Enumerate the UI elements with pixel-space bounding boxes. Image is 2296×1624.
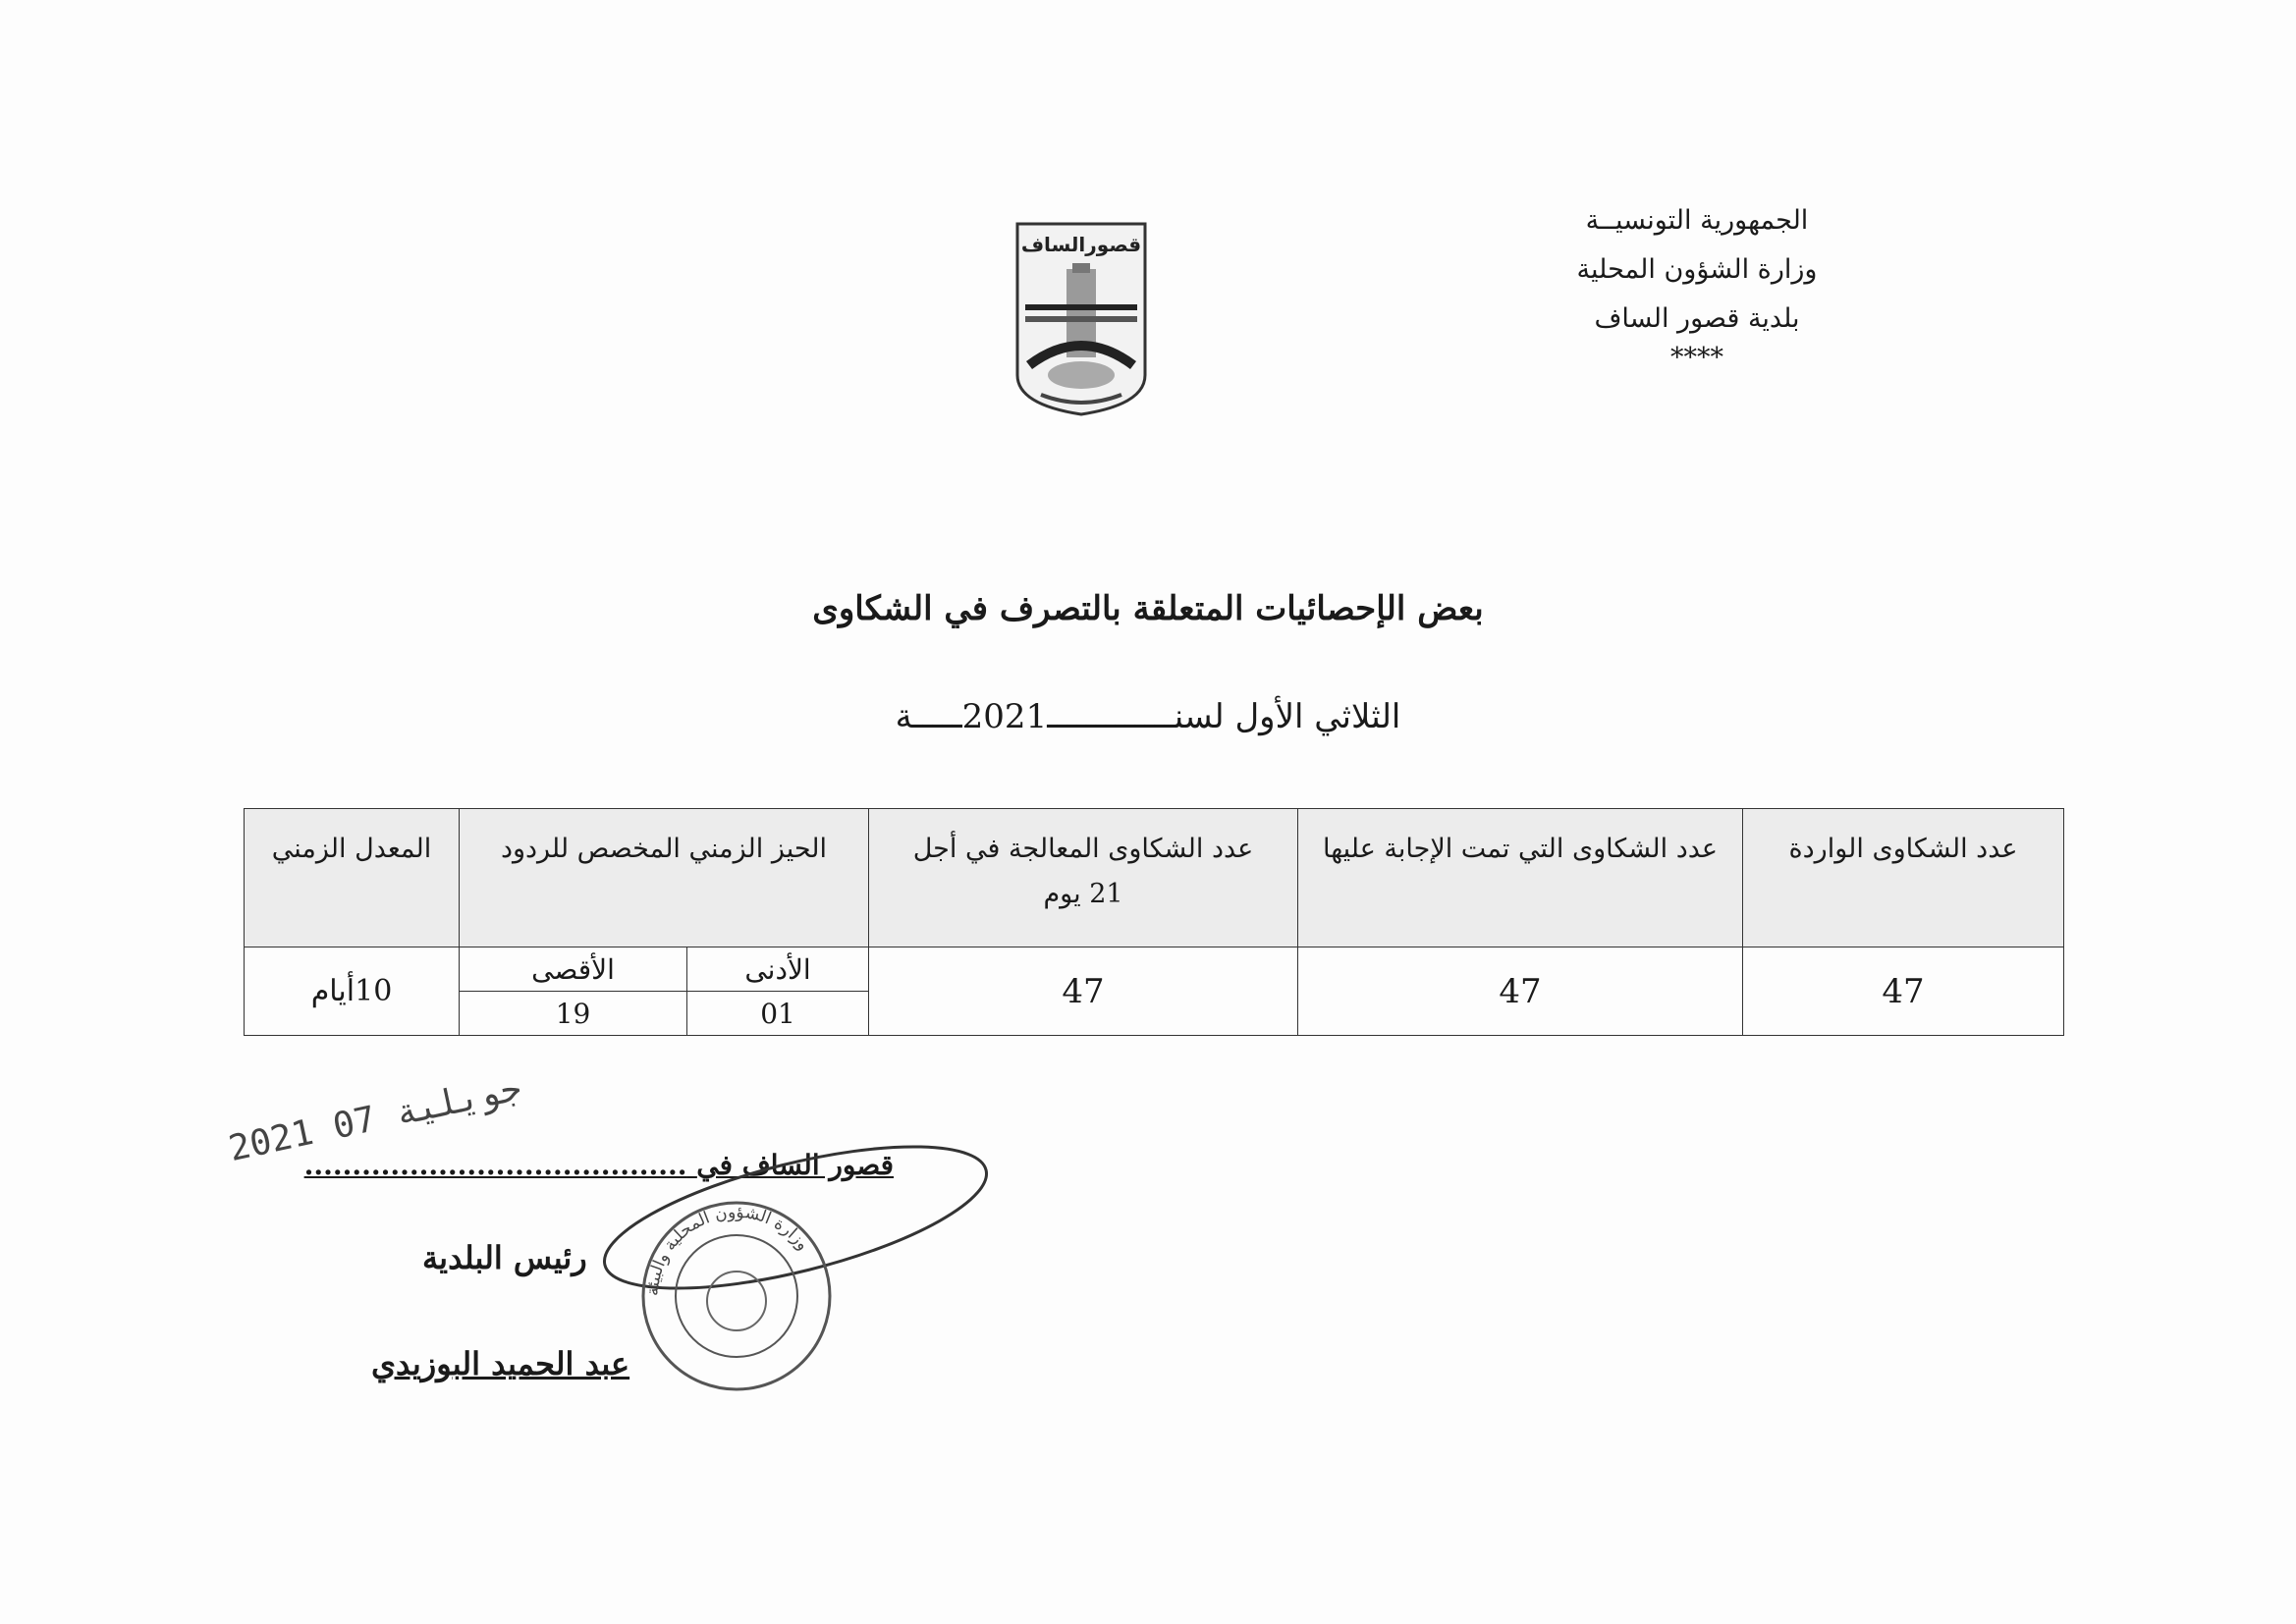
place-label: قصور الساف في	[696, 1149, 894, 1181]
header-answered: عدد الشكاوى التي تمت الإجابة عليها	[1298, 809, 1743, 947]
header-processed	[869, 809, 1298, 947]
municipality-emblem-icon	[1011, 218, 1151, 419]
header-processed-line1: عدد الشكاوى المعالجة في أجل	[912, 834, 1254, 864]
value-received: 47	[1743, 947, 2064, 1036]
logo-caption: قصورالساف	[1020, 233, 1142, 256]
subheader-max: الأقصى	[460, 947, 687, 992]
value-processed: 47	[869, 947, 1298, 1036]
header-timeframe: الحيز الزمني المخصص للردود	[460, 809, 869, 947]
president-title: رئيس البلدية	[422, 1239, 587, 1276]
official-round-stamp-icon	[589, 1139, 1002, 1414]
stamp-text: وزارة الشؤون المحلية والبيئة	[642, 1202, 813, 1297]
header-stars: ****	[1670, 343, 1723, 373]
value-min: 01	[687, 992, 869, 1036]
country-name: الجمهورية التونسيــة	[1585, 205, 1809, 236]
header-processed-line2: 21 يوم	[1043, 879, 1123, 909]
municipality-name: بلدية قصور الساف	[1594, 303, 1800, 334]
table-row	[245, 947, 2064, 992]
ministry-name: وزارة الشؤون المحلية	[1576, 254, 1818, 285]
table-header-row	[245, 809, 2064, 947]
date-stamp: 2021 جويلية 07	[225, 1067, 525, 1169]
letterhead	[1520, 196, 1874, 373]
place-dots: ........................................	[303, 1149, 687, 1181]
header-received: عدد الشكاوى الواردة	[1743, 809, 2064, 947]
value-answered: 47	[1298, 947, 1743, 1036]
president-name: عبد الحميد البوزيدي	[371, 1345, 630, 1382]
value-max: 19	[460, 992, 687, 1036]
value-average: 10أيام	[245, 947, 460, 1036]
document-subtitle: الثلاثي الأول لسنـــــــــــــ2021ـــــة	[895, 697, 1401, 736]
complaints-stats-table	[244, 808, 2064, 1036]
header-average: المعدل الزمني	[245, 809, 460, 947]
document-title: بعض الإحصائيات المتعلقة بالتصرف في الشكاوى	[812, 589, 1484, 628]
subheader-min: الأدنى	[687, 947, 869, 992]
